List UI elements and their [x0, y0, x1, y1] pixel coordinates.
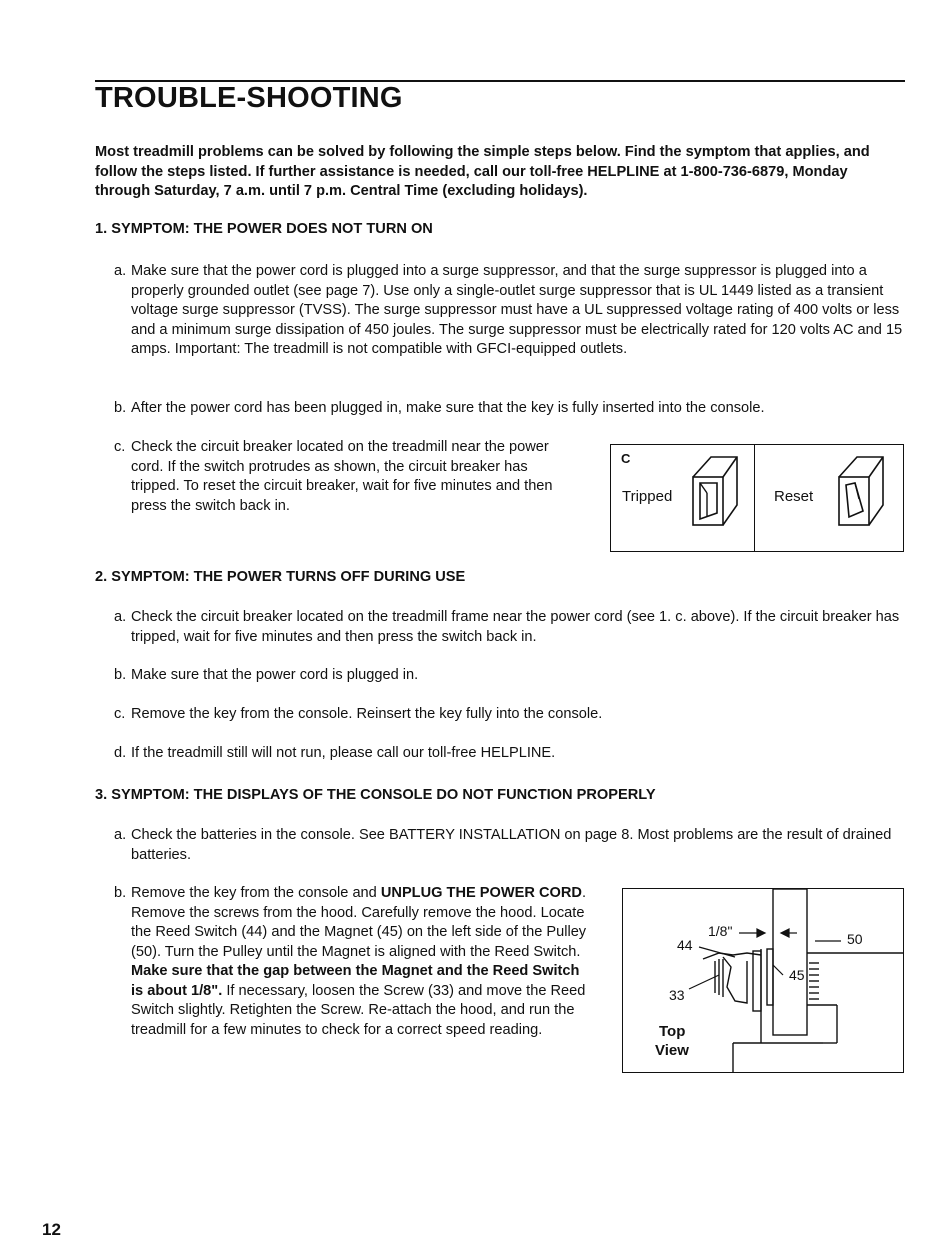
symptom-2-step-a: [114, 608, 904, 647]
circuit-breaker-figure: [610, 444, 904, 552]
callout-44: 44: [677, 937, 693, 953]
symptom-2-step-b: [114, 666, 904, 686]
step-text: Make sure that the power cord is plugged into a surge suppressor, and that the surge suppressor is plugged into a properly grounded outlet (see page 7). Use only a single-outlet surge suppressor that is UL 1449 listed as a transient voltage surge suppressor (TVSS). The surge suppressor must have a UL suppressed voltage rating of 400 volts or less and a minimum surge dissipation of 450 joules. The surge suppressor must be electrically rated for 120 volts AC and 15 amps. Important: The treadmill is not compatible with GFCI-equipped outlets.: [131, 263, 903, 357]
step-label: a.: [114, 609, 127, 625]
step-text: Check the circuit breaker located on the treadmill frame near the power cord (see 1. c. above). If the circuit breaker has tripped, wait for five minutes and then press the switch back in.: [131, 609, 900, 645]
step-text: Check the batteries in the console. See BATTERY INSTALLATION on page 8. Most problems are the result of drained batteries.: [131, 827, 892, 863]
symptom-3-step-a: [114, 826, 904, 865]
step-text: If the treadmill still will not run, please call our toll-free HELPLINE.: [131, 745, 556, 761]
symptom-1-step-b: [114, 399, 904, 419]
step-text: [131, 884, 594, 1040]
view-label-top: Top: [659, 1023, 686, 1040]
step-text: Make sure that the power cord is plugged in.: [131, 667, 419, 683]
intro-paragraph: Most treadmill problems can be solved by following the simple steps below. Find the symptom that applies, and follow the steps listed. If further assistance is needed, call our toll-free HELPLINE at 1-800-736-6879, Monday through Saturday, 7 a.m. until 7 p.m. Central Time (excluding holidays).: [95, 144, 870, 199]
switch-reset-icon: [835, 453, 885, 533]
step-label: a.: [114, 827, 127, 843]
step-label: a.: [114, 263, 127, 279]
callout-33: 33: [669, 987, 685, 1003]
symptom-2-step-d: [114, 744, 904, 764]
gap-instruction: Make sure that the gap between the Magnet and the Reed Switch is about 1/8".: [131, 963, 580, 999]
unplug-warning: UNPLUG THE POWER CORD: [380, 885, 582, 901]
step-text: Check the circuit breaker located on the treadmill near the power cord. If the switch protrudes as shown, the circuit breaker has tripped. To reset the circuit breaker, wait for five minutes and then press the switch back in.: [131, 439, 553, 514]
callout-50: 50: [847, 931, 863, 947]
callout-45: 45: [789, 967, 805, 983]
step-text: Remove the key from the console. Reinsert the key fully into the console.: [131, 706, 603, 722]
symptom-1-step-a: [114, 262, 904, 360]
step-label: b.: [114, 400, 127, 416]
symptom-2-step-c: [114, 705, 904, 725]
step-label: c.: [114, 439, 126, 455]
step-label: c.: [114, 706, 126, 722]
switch-tripped-icon: [689, 453, 739, 533]
symptom-2-heading: 2. SYMPTOM: THE POWER TURNS OFF DURING USE: [95, 569, 466, 585]
step-text-part: Remove the key from the console and: [131, 885, 381, 901]
figure-divider: [754, 445, 755, 551]
symptom-3-step-b: [114, 884, 594, 1040]
step-text: After the power cord has been plugged in, make sure that the key is fully inserted into the console.: [131, 400, 765, 416]
symptom-1-heading: 1. SYMPTOM: THE POWER DOES NOT TURN ON: [95, 221, 433, 237]
figure-letter: C: [621, 451, 631, 466]
step-label: b.: [114, 885, 127, 901]
reset-label: Reset: [774, 488, 814, 505]
step-text-part: If necessary, loosen the Screw (33) and move the Reed Switch slightly. Retighten the Screw. Re-attach the hood, and run the treadmill for a few minutes to check for a correct speed reading.: [131, 982, 586, 1038]
step-label: b.: [114, 667, 127, 683]
gap-label: 1/8": [708, 923, 733, 939]
page-number: 12: [42, 1220, 61, 1239]
symptom-1-step-c: [114, 438, 569, 516]
reed-switch-figure: [622, 888, 904, 1073]
step-label: d.: [114, 745, 127, 761]
tripped-label: Tripped: [622, 488, 673, 505]
step-text-part: . Remove the screws from the hood. Carefully remove the hood. Locate the Reed Switch (44) and the Magnet (45) on the left side of the Pulley (50). Turn the Pulley until the Magnet is aligned with the Reed Switch.: [131, 885, 587, 960]
symptom-3-heading: 3. SYMPTOM: THE DISPLAYS OF THE CONSOLE DO NOT FUNCTION PROPERLY: [95, 787, 656, 803]
page-title: TROUBLE-SHOOTING: [95, 82, 403, 114]
view-label-view: View: [655, 1042, 689, 1059]
